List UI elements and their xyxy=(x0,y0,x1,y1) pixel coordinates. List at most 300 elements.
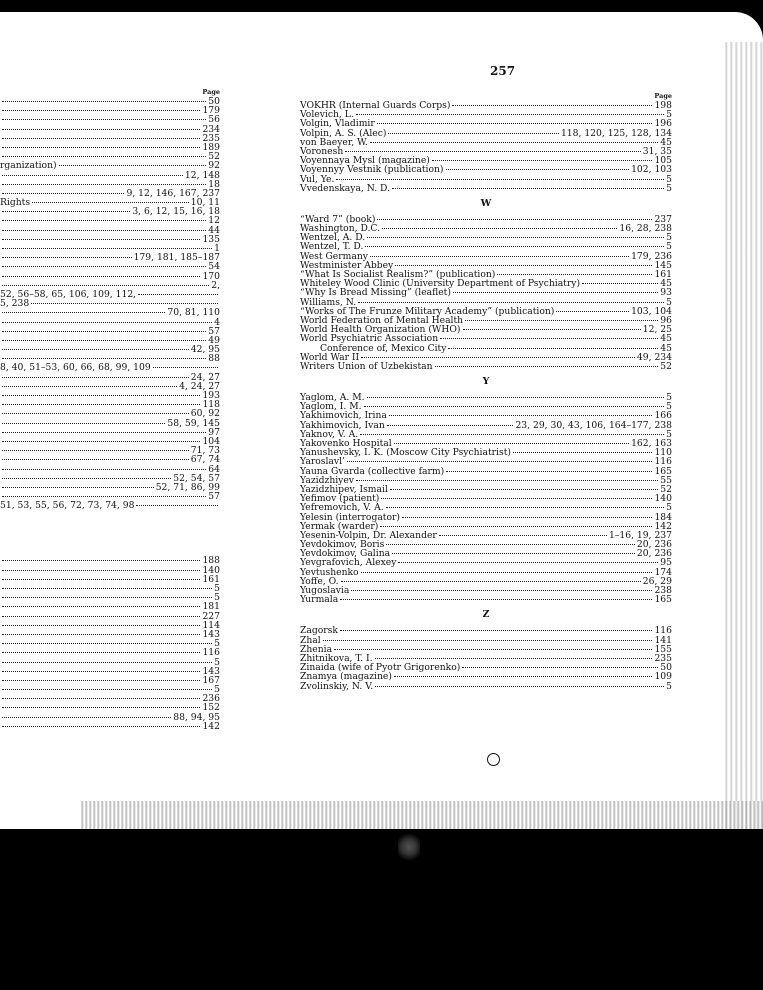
dot-leader xyxy=(2,349,189,350)
dot-leader xyxy=(2,138,200,139)
index-term: Yakovenko Hospital xyxy=(300,438,392,449)
dot-leader xyxy=(2,698,200,699)
left-entry-list-2 xyxy=(0,556,220,731)
dot-leader xyxy=(2,248,212,249)
index-pages: 54 xyxy=(208,261,220,273)
index-entry xyxy=(0,262,220,271)
index-pages: 161 xyxy=(654,269,672,280)
index-entry xyxy=(0,189,220,198)
index-pages: 12 xyxy=(208,215,220,227)
dot-leader xyxy=(59,165,207,166)
index-pages: 140 xyxy=(654,493,672,505)
index-term: Yugoslavia xyxy=(300,585,350,596)
left-entry-list xyxy=(0,97,220,510)
index-pages: 105 xyxy=(654,155,672,167)
index-entry xyxy=(0,253,220,262)
index-term: “Works of The Frunze Military Academy” (publication) xyxy=(300,305,555,317)
index-term: Yauna Gvarda (collective farm) xyxy=(300,465,445,477)
dot-leader xyxy=(136,505,218,506)
dot-leader xyxy=(2,147,200,148)
dot-leader xyxy=(380,526,652,527)
index-entry xyxy=(0,501,220,510)
dot-leader xyxy=(2,386,177,387)
index-pages: 135 xyxy=(202,233,220,245)
index-pages: 193 xyxy=(202,390,220,401)
index-pages: 188 xyxy=(202,555,220,567)
dot-leader xyxy=(2,119,206,120)
index-pages: 23, 29, 30, 43, 106, 164–177, 238 xyxy=(515,419,672,431)
dot-leader xyxy=(367,237,664,238)
dot-leader xyxy=(2,625,200,626)
dot-leader xyxy=(358,302,664,303)
index-entry xyxy=(0,235,220,244)
section-letter: W xyxy=(480,197,492,209)
index-pages: 5 xyxy=(666,109,672,121)
index-pages: 5 xyxy=(214,583,220,594)
dot-leader xyxy=(2,358,206,359)
index-entry xyxy=(0,363,220,372)
index-entry xyxy=(0,428,220,437)
index-entry xyxy=(0,382,220,391)
dot-leader xyxy=(336,179,664,180)
scan-edge-right xyxy=(723,42,763,829)
index-entry xyxy=(0,171,220,180)
dot-leader xyxy=(432,160,653,161)
index-entry xyxy=(0,290,220,299)
dot-leader xyxy=(2,441,200,442)
index-pages: 234 xyxy=(202,123,220,135)
index-pages: 52 xyxy=(660,360,672,372)
dot-leader xyxy=(360,434,664,435)
left-page-heading: Page xyxy=(202,88,220,96)
index-pages: 2, xyxy=(211,279,220,291)
dot-leader xyxy=(2,496,206,497)
index-term: rganization) xyxy=(0,160,57,172)
index-entry xyxy=(300,362,672,371)
dot-leader xyxy=(2,432,206,433)
index-pages: 52 xyxy=(660,483,672,495)
index-pages: 45 xyxy=(660,342,672,354)
index-entry xyxy=(300,636,672,645)
dot-leader xyxy=(394,443,629,444)
right-entry-list xyxy=(300,101,672,691)
dot-leader xyxy=(2,110,200,111)
dot-leader xyxy=(2,680,200,681)
end-mark-circle-icon xyxy=(487,753,500,766)
dot-leader xyxy=(370,142,658,143)
dot-leader xyxy=(2,469,206,470)
dot-leader xyxy=(2,156,206,157)
index-term: Yesenin-Volpin, Dr. Alexander xyxy=(300,529,437,541)
dot-leader xyxy=(2,643,212,644)
index-entry xyxy=(0,593,220,602)
index-term: Wentzel, T. D. xyxy=(300,241,364,253)
index-pages: 181 xyxy=(202,601,220,613)
index-entry xyxy=(0,566,220,575)
scan-smudge xyxy=(398,832,420,862)
dot-leader xyxy=(556,311,629,312)
dot-leader xyxy=(153,367,218,368)
index-pages: 110 xyxy=(654,447,672,459)
index-term: Yevtushenko xyxy=(300,566,359,578)
index-entry xyxy=(300,448,672,457)
index-pages: 5 xyxy=(666,502,672,514)
index-pages: 189 xyxy=(202,141,220,153)
index-pages: 24, 27 xyxy=(190,371,220,383)
index-term: 5, 238 xyxy=(0,298,30,310)
paper-sheet xyxy=(0,12,763,829)
dot-leader xyxy=(448,348,658,349)
index-pages: 170 xyxy=(202,270,220,282)
index-entry xyxy=(0,97,220,106)
index-entry xyxy=(300,682,672,691)
index-pages: 50 xyxy=(660,662,672,674)
index-pages: 12, 148 xyxy=(184,169,220,181)
index-term: Yakhimovich, Ivan xyxy=(300,419,385,431)
dot-leader xyxy=(382,228,617,229)
dot-leader xyxy=(2,377,189,378)
index-pages: 155 xyxy=(654,643,672,655)
index-pages: 5 xyxy=(666,392,672,404)
dot-leader xyxy=(2,588,212,589)
dot-leader xyxy=(2,726,200,727)
dot-leader xyxy=(386,544,635,545)
index-term: Yaroslavl’ xyxy=(300,456,345,468)
dot-leader xyxy=(2,404,200,405)
dot-leader xyxy=(2,184,206,185)
index-term: Zinaida (wife of Pyotr Grigorenko) xyxy=(300,662,461,674)
dot-leader xyxy=(2,276,200,277)
dot-leader xyxy=(356,114,664,115)
dot-leader xyxy=(361,572,653,573)
index-pages: 67, 74 xyxy=(190,454,220,466)
index-term: Yaglom, A. M. xyxy=(300,392,365,404)
index-term: Yazidzhiyev xyxy=(300,474,355,486)
index-term: Whiteley Wood Clinic (University Department of Psychiatry) xyxy=(300,278,581,290)
index-entry xyxy=(0,125,220,134)
index-term: 52, 56–58, 65, 106, 109, 112, xyxy=(0,288,137,300)
index-pages: 5 xyxy=(666,401,672,413)
index-pages: 4, 24, 27 xyxy=(179,380,220,392)
index-entry xyxy=(0,143,220,152)
dot-leader xyxy=(513,452,652,453)
index-term: Zhitnikova, T. I. xyxy=(300,652,373,664)
dot-leader xyxy=(394,676,653,677)
dot-leader xyxy=(2,487,154,488)
dot-leader xyxy=(2,266,206,267)
index-entry xyxy=(300,568,672,577)
dot-leader xyxy=(453,292,658,293)
index-entry xyxy=(0,446,220,455)
dot-leader xyxy=(351,590,652,591)
index-pages: 109 xyxy=(654,671,672,683)
scan-edge-bottom xyxy=(80,801,763,829)
dot-leader xyxy=(395,265,652,266)
index-entry xyxy=(0,630,220,639)
index-entry xyxy=(300,577,672,586)
index-entry xyxy=(0,639,220,648)
dot-leader xyxy=(446,471,652,472)
dot-leader xyxy=(2,331,206,332)
dot-leader xyxy=(387,425,514,426)
dot-leader xyxy=(2,652,200,653)
index-pages: 103, 104 xyxy=(631,305,672,317)
index-pages: 12, 25 xyxy=(642,324,672,336)
index-pages: 5 xyxy=(214,656,220,668)
index-term: World Health Organization (WHO) xyxy=(300,324,461,336)
dot-leader xyxy=(32,202,189,203)
dot-leader xyxy=(2,175,183,176)
dot-leader xyxy=(340,599,652,600)
index-term: Writers Union of Uzbekistan xyxy=(300,360,433,372)
index-pages: 4 xyxy=(214,316,220,328)
dot-leader xyxy=(582,283,658,284)
index-pages: 64 xyxy=(208,463,220,475)
index-pages: 96 xyxy=(660,314,672,326)
dot-leader xyxy=(388,133,559,134)
dot-leader xyxy=(2,239,200,240)
index-entry xyxy=(0,216,220,225)
index-term: Yurmala xyxy=(300,594,339,606)
index-entry xyxy=(0,621,220,630)
index-term: Voyennaya Mysl (magazine) xyxy=(300,155,430,167)
index-term: Zagorsk xyxy=(300,625,338,637)
index-entry xyxy=(0,667,220,676)
page-number: 257 xyxy=(490,64,516,78)
index-entry xyxy=(0,584,220,593)
index-term: Vul, Ye. xyxy=(300,173,335,185)
index-pages: 49, 234 xyxy=(636,351,672,363)
index-term: Voyennyy Vestnik (publication) xyxy=(300,164,444,176)
index-pages: 16, 28, 238 xyxy=(619,223,672,235)
index-term: 51, 53, 55, 56, 72, 73, 74, 98 xyxy=(0,500,135,512)
index-pages: 5 xyxy=(666,173,672,185)
index-pages: 102, 103 xyxy=(631,164,672,176)
index-entry xyxy=(300,165,672,174)
index-entry xyxy=(0,327,220,336)
index-pages: 104 xyxy=(202,435,220,447)
dot-leader xyxy=(2,129,200,130)
index-entry xyxy=(0,345,220,354)
index-term: Vvedenskaya, N. D. xyxy=(300,182,391,194)
index-term: Conference of, Mexico City xyxy=(320,342,447,354)
dot-leader xyxy=(341,581,641,582)
index-term: Yakhimovich, Irina xyxy=(300,410,387,422)
index-term: Yaglom, I. M. xyxy=(300,401,362,413)
dot-leader xyxy=(390,489,658,490)
index-pages: 10, 11 xyxy=(190,197,220,209)
index-pages: 167 xyxy=(202,674,220,686)
right-page-heading: Page xyxy=(654,92,672,100)
index-pages: 235 xyxy=(654,652,672,664)
index-term: Zhenia xyxy=(300,643,333,655)
dot-leader xyxy=(386,507,665,508)
index-pages: 116 xyxy=(202,647,220,659)
index-term: Yevdokimov, Boris xyxy=(300,539,385,551)
index-entry xyxy=(300,595,672,604)
index-pages: 118, 120, 125, 128, 134 xyxy=(560,127,672,139)
index-pages: 5 xyxy=(666,296,672,308)
index-pages: 52 xyxy=(208,151,220,163)
dot-leader xyxy=(361,357,635,358)
index-entry xyxy=(0,483,220,492)
dot-leader xyxy=(2,634,200,635)
index-term: Voronesh xyxy=(300,145,344,157)
index-pages: 179, 181, 185–187 xyxy=(133,252,220,264)
index-entry xyxy=(0,685,220,694)
index-term: Volevich, L. xyxy=(300,109,354,121)
index-term: Zhal xyxy=(300,634,321,646)
index-entry xyxy=(0,455,220,464)
index-pages: 174 xyxy=(654,566,672,578)
index-entry xyxy=(0,658,220,667)
dot-leader xyxy=(2,459,189,460)
index-entry xyxy=(0,400,220,409)
index-entry xyxy=(300,101,672,110)
index-pages: 179 xyxy=(202,105,220,117)
index-pages: 95 xyxy=(660,557,672,569)
index-pages: 165 xyxy=(654,594,672,606)
index-term: Zvolinskiy, N. V. xyxy=(300,680,374,692)
dot-leader xyxy=(2,570,200,571)
index-entry xyxy=(0,713,220,722)
index-term: Yoffe, O. xyxy=(300,575,339,587)
index-term: Williams, N. xyxy=(300,296,357,308)
section-letter: Y xyxy=(482,376,490,388)
index-pages: 1–16, 19, 237 xyxy=(608,529,672,541)
dot-leader xyxy=(2,717,171,718)
index-pages: 88, 94, 95 xyxy=(173,711,220,723)
dot-leader xyxy=(2,312,165,313)
dot-leader xyxy=(2,616,200,617)
dot-leader xyxy=(465,320,658,321)
index-pages: 5 xyxy=(214,592,220,604)
index-pages: 1 xyxy=(214,243,220,254)
index-pages: 184 xyxy=(654,511,672,523)
dot-leader xyxy=(2,340,206,341)
index-entry xyxy=(300,184,672,193)
index-term: World Federation of Mental Health xyxy=(300,314,464,326)
index-entry xyxy=(0,556,220,565)
dot-leader xyxy=(370,256,629,257)
index-entry xyxy=(0,722,220,731)
index-pages: 3, 6, 12, 15, 16, 18 xyxy=(132,206,220,218)
index-term: West Germany xyxy=(300,250,368,262)
index-entry xyxy=(300,586,672,595)
index-pages: 5 xyxy=(666,680,672,692)
dot-leader xyxy=(2,707,200,708)
index-entry xyxy=(0,106,220,115)
dot-leader xyxy=(2,560,200,561)
index-entry xyxy=(0,437,220,446)
dot-leader xyxy=(446,169,630,170)
index-pages: 57 xyxy=(208,491,220,503)
dot-leader xyxy=(367,397,665,398)
index-pages: 5 xyxy=(666,241,672,253)
dot-leader xyxy=(2,322,212,323)
index-term: “Why Is Bread Missing” (leaflet) xyxy=(300,287,451,299)
index-term: Volpin, A. S. (Alec) xyxy=(300,127,387,139)
dot-leader xyxy=(2,597,212,598)
index-entry xyxy=(0,207,220,216)
index-pages: 44 xyxy=(208,224,220,236)
index-pages: 97 xyxy=(208,426,220,438)
index-pages: 198 xyxy=(654,100,672,111)
index-entry xyxy=(300,138,672,147)
index-entry xyxy=(0,272,220,281)
index-term: World War II xyxy=(300,351,360,363)
dot-leader xyxy=(497,274,652,275)
section-letter: Z xyxy=(482,609,490,621)
index-pages: 237 xyxy=(654,213,672,225)
index-term: Yaknov, V. A. xyxy=(300,428,359,440)
index-entry xyxy=(0,226,220,235)
index-entry xyxy=(0,115,220,124)
index-entry xyxy=(300,626,672,635)
index-entry xyxy=(0,648,220,657)
index-entry xyxy=(0,694,220,703)
dot-leader xyxy=(463,329,641,330)
dot-leader xyxy=(389,415,653,416)
index-pages: 227 xyxy=(202,610,220,622)
dot-leader xyxy=(2,257,132,258)
dot-leader xyxy=(2,671,200,672)
index-term: Yermak (warder) xyxy=(300,520,379,532)
index-pages: 142 xyxy=(654,520,672,532)
index-term: Volgin, Vladimir xyxy=(300,118,375,130)
index-pages: 45 xyxy=(660,136,672,148)
index-term: Rights xyxy=(0,197,31,209)
index-pages: 49 xyxy=(208,334,220,346)
index-term: Wentzel, A. D. xyxy=(300,232,366,244)
index-pages: 162, 163 xyxy=(631,438,672,449)
right-index-column xyxy=(300,92,672,691)
index-pages: 56 xyxy=(208,114,220,126)
index-pages: 145 xyxy=(654,259,672,271)
dot-leader xyxy=(356,480,658,481)
dot-leader xyxy=(392,553,635,554)
dot-leader xyxy=(2,689,212,690)
index-pages: 166 xyxy=(654,410,672,422)
index-term: von Baeyer, W. xyxy=(300,136,368,148)
index-pages: 5 xyxy=(666,428,672,440)
dot-leader xyxy=(2,285,209,286)
index-term: Znamya (magazine) xyxy=(300,671,392,683)
dot-leader xyxy=(439,535,607,536)
index-pages: 140 xyxy=(202,564,220,576)
index-term: Yanushevsky, I. K. (Moscow City Psychiatrist) xyxy=(300,447,511,459)
index-term: “What Is Socialist Realism?” (publication) xyxy=(300,269,496,280)
dot-leader xyxy=(392,188,664,189)
index-pages: 236 xyxy=(202,693,220,705)
dot-leader xyxy=(365,246,664,247)
index-pages: 5 xyxy=(666,182,672,194)
index-pages: 42, 95 xyxy=(190,344,220,356)
dot-leader xyxy=(2,220,206,221)
index-pages: 238 xyxy=(654,585,672,596)
dot-leader xyxy=(323,640,653,641)
index-term: Yefremovich, V. A. xyxy=(300,502,384,514)
dot-leader xyxy=(2,230,206,231)
dot-leader xyxy=(375,658,653,659)
dot-leader xyxy=(31,303,218,304)
index-pages: 9, 12, 146, 167, 237 xyxy=(126,187,220,199)
index-pages: 71, 73 xyxy=(190,445,220,457)
index-entry xyxy=(0,419,220,428)
index-pages: 55 xyxy=(660,474,672,486)
index-pages: 52, 54, 57 xyxy=(173,472,220,484)
dot-leader xyxy=(2,395,200,396)
